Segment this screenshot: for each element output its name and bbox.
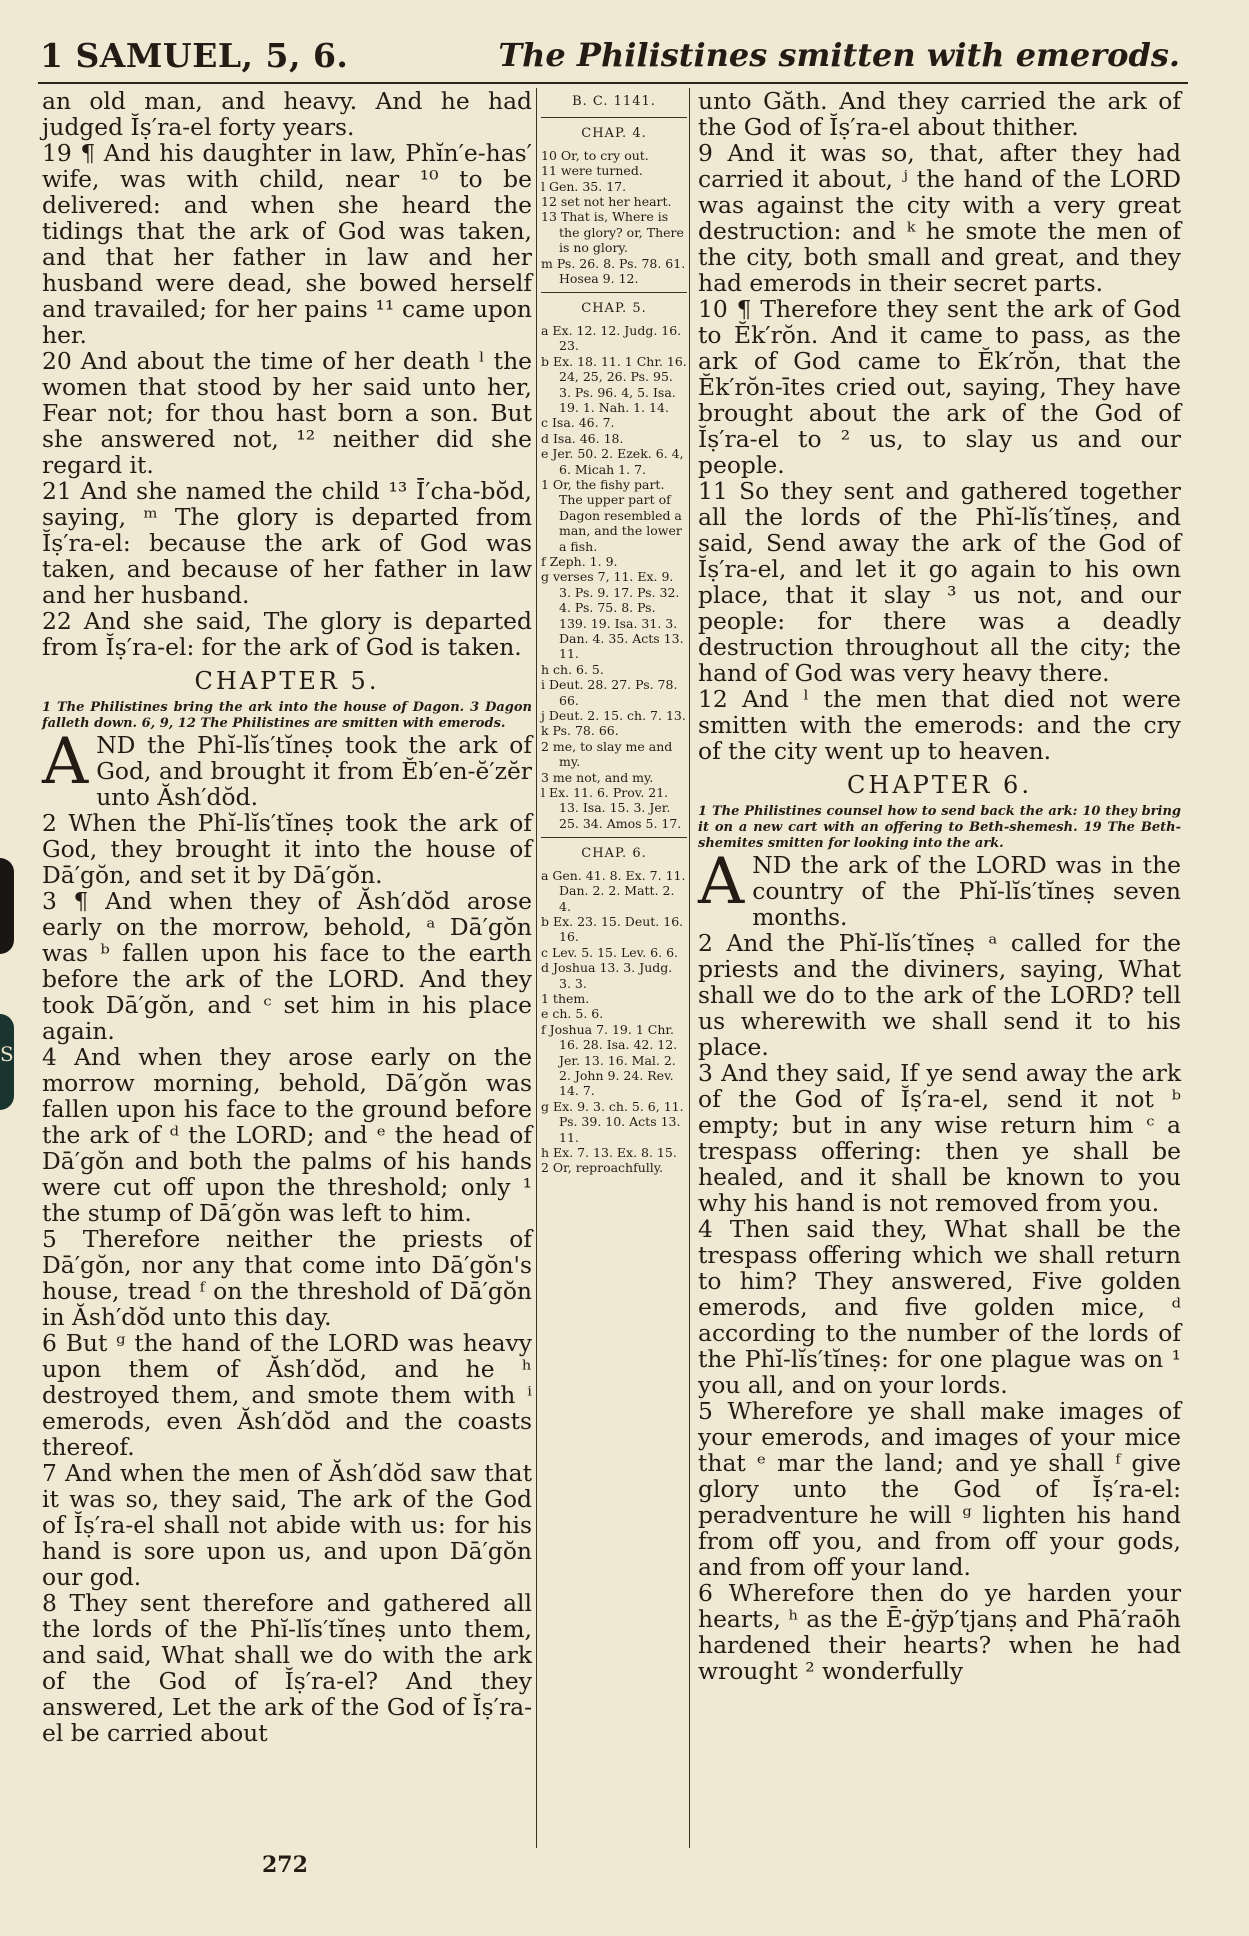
margin-note: f Joshua 7. 19. 1 Chr. 16. 28. Isa. 42. 12. Jer. 13. 16. Mal. 2. 2. John 9. 24. Rev. 14. 7. <box>541 1021 678 1099</box>
verse <box>698 845 1181 931</box>
thumb-tab-letter: S <box>0 1042 14 1066</box>
margin-note: 1 Or, the fishy part. The upper part of Dagon resembled a man, and the lower a fish. <box>541 476 682 554</box>
verse: 22 And she said, The glory is departed from Ĭṣ′ra-el: for the ark of God is taken. <box>42 607 532 661</box>
margin-note: m Ps. 26. 8. Ps. 78. 61. Hosea 9. 12. <box>541 255 686 287</box>
margin-note: i Deut. 28. 27. Ps. 78. 66. <box>541 677 678 708</box>
chapter-6-heading: CHAPTER 6. <box>847 771 1032 799</box>
verse: 2 And the Phĭ-lĭs′tĭneṣ ᵃ called for the priests and the diviners, saying, What shall we do to the ark of the LORD? tell us wherewith we shall send it to his place. <box>698 929 1181 1061</box>
margin-date: B. C. 1141. <box>572 94 656 109</box>
column-divider-left <box>536 88 537 1848</box>
verse: 4 Then said they, What shall be the trespass offering which we shall return to him? They answered, Five golden emerods, and five golden mice, ᵈ according to the number of the lords of the Phĭ-lĭs′tĭneṣ: for one plague was on ¹ you all, and on your lords. <box>698 1215 1181 1399</box>
margin-note: d Joshua 13. 3. Judg. 3. 3. <box>541 960 673 991</box>
margin-chapter-4-label: CHAP. 4. <box>581 126 647 142</box>
cross-reference-column <box>541 92 687 1176</box>
margin-chapter-5-label: CHAP. 5. <box>581 301 647 317</box>
margin-note: 11 were turned. <box>541 163 643 179</box>
verse: 10 ¶ Therefore they sent the ark of God to Ĕk′rŏn. And it came to pass, as the ark of God came to Ĕk′rŏn, that the Ĕk′rŏn-ītes cried out, saying, They have brought about the ark of the God of Ĭṣ′ra-el to ² us, to slay us and our people. <box>698 295 1181 479</box>
verse: 5 Wherefore ye shall make images of your emerods, and images of your mice that ᵉ mar the land; and ye shall ᶠ give glory unto the God of Ĭṣ′ra-el: peradventure he will ᵍ lighten his hand from off you, and from off your gods, and from off your land. <box>698 1397 1181 1581</box>
margin-note: d Isa. 46. 18. <box>541 430 624 446</box>
verse: 19 ¶ And his daughter in law, Phĭn′e-has′ wife, was with child, near ¹⁰ to be delivered: and when she heard the tidings that the ark of God was taken, and that her father in law and her husband were dead, she bowed herself and travailed; for her pains ¹¹ came upon her. <box>42 139 532 349</box>
chapter-5-summary: 1 The Philistines bring the ark into the house of Dagon. 3 Dagon falleth down. 6, 9, 12 The Philistines are smitten with emerods. <box>42 700 532 731</box>
margin-note: 2 Or, reproachfully. <box>541 1160 664 1176</box>
margin-note: h Ex. 7. 13. Ex. 8. 15. <box>541 1145 677 1160</box>
margin-note: 3 me not, and my. <box>541 769 654 785</box>
verse <box>42 725 532 811</box>
verse: 6 Wherefore then do ye harden your hearts, ʰ as the Ē-ġўp′tjanṣ and Phā′raōh hardened their hearts? when he had wrought ² wonderfully <box>698 1579 1181 1685</box>
header-rule <box>38 82 1188 84</box>
verse: 3 And they said, If ye send away the ark of the God of Ĭṣ′ra-el, send it not ᵇ empty; but in any wise return him ᶜ a trespass offering: then ye shall be healed, and it shall be known to you why his hand is not removed from you. <box>698 1059 1181 1217</box>
verse: 8 They sent therefore and gathered all the lords of the Phĭ-lĭs′tĭneṣ unto them, and said, What shall we do with the ark of the God of Ĭṣ′ra-el? And they answered, Let the ark of the God of Ĭṣ′ra-el be carried about <box>42 1589 532 1747</box>
margin-note: a Ex. 12. 12. Judg. 16. 23. <box>541 322 682 354</box>
margin-note: c Isa. 46. 7. <box>541 415 615 431</box>
margin-note: 12 set not her heart. <box>541 194 672 210</box>
margin-note: f Zeph. 1. 9. <box>541 553 618 569</box>
drop-cap: A <box>42 725 89 799</box>
verse: unto Găth. And they carried the ark of the God of Ĭṣ′ra-el about thither. <box>698 87 1181 141</box>
verse: 7 And when the men of Ăsh′dŏd saw that it was so, they said, The ark of the God of Ĭṣ′ra-el shall not abide with us: for his hand is sore upon us, and upon Dā′gŏn our god. <box>42 1459 532 1591</box>
margin-note: g Ex. 9. 3. ch. 5. 6, 11. Ps. 39. 10. Acts 13. 11. <box>541 1098 684 1145</box>
verse: 21 And she named the child ¹³ Ī′cha-bŏd, saying, ᵐ The glory is departed from Ĭṣ′ra-el: because the ark of God was taken, and because of her father in law and her husband. <box>42 477 532 609</box>
margin-note: 1 them. <box>541 990 590 1006</box>
margin-note: 2 me, to slay me and my. <box>541 738 673 770</box>
margin-rule <box>541 837 687 838</box>
verse: 6 But ᵍ the hand of the LORD was heavy upon them of Ăsh′dŏd, and he ʰ destroyed them, and smote them with ⁱ emerods, even Ăsh′dŏd and the coasts thereof. <box>42 1329 532 1461</box>
thumb-index-tab-samuel <box>0 1014 14 1110</box>
verse: 20 And about the time of her death ˡ the women that stood by her said unto her, Fear not; for thou hast born a son. But she answered not, ¹² neither did she regard it. <box>42 347 532 479</box>
margin-note: g verses 7, 11. Ex. 9. 3. Ps. 9. 17. Ps. 32. 4. Ps. 75. 8. Ps. 139. 19. Isa. 31. 3. Dan. 4. 35. Acts 13. 11. <box>541 569 684 662</box>
margin-note: 10 Or, to cry out. <box>541 147 649 163</box>
verse: 9 And it was so, that, after they had carried it about, ʲ the hand of the LORD was against the city with a very great destruction: and ᵏ he smote the men of the city, both small and great, and they had emerods in their secret parts. <box>698 139 1181 297</box>
page-topic-heading: The Philistines smitten with emerods. <box>498 36 1180 74</box>
margin-note: l Gen. 35. 17. <box>541 178 627 194</box>
margin-note: b Ex. 18. 11. 1 Chr. 16. 24, 25, 26. Ps. 95. 3. Ps. 96. 4, 5. Isa. 19. 1. Nah. 1. 14. <box>541 353 687 415</box>
left-text-column <box>42 88 532 1746</box>
verse: 3 ¶ And when they of Ăsh′dŏd arose early on the morrow, behold, ᵃ Dā′gŏn was ᵇ fallen upon his face to the earth before the ark of the LORD. And they took Dā′gŏn, and ᶜ set him in his place again. <box>42 887 532 1045</box>
verse: 12 And ˡ the men that died not were smitten with the emerods: and the cry of the city went up to heaven. <box>698 685 1181 765</box>
margin-note: k Ps. 78. 66. <box>541 723 619 739</box>
verse-text: ND the Phĭ-lĭs′tĭneṣ took the ark of God, and brought it from Ĕb′en-ĕ′zĕr unto Ăsh′dŏd. <box>96 731 532 811</box>
margin-note: b Ex. 23. 15. Deut. 16. 16. <box>541 913 684 945</box>
chapter-5-heading: CHAPTER 5. <box>194 667 380 695</box>
margin-rule <box>541 117 687 118</box>
running-header <box>40 36 1180 82</box>
margin-note: h ch. 6. 5. <box>541 661 604 677</box>
margin-rule <box>541 292 687 293</box>
margin-chapter-6-label: CHAP. 6. <box>581 846 647 862</box>
margin-note: 13 That is, Where is the glory? or, There is no glory. <box>541 209 684 256</box>
verse: 4 And when they arose early on the morrow morning, behold, Dā′gŏn was fallen upon his face to the ground before the ark of ᵈ the LORD; and ᵉ the head of Dā′gŏn and both the palms of his hands were cut off upon the threshold; only ¹ the stump of Dā′gŏn was left to him. <box>42 1043 532 1227</box>
book-chapter-heading: 1 SAMUEL, 5, 6. <box>40 36 349 75</box>
right-text-column <box>698 88 1181 1684</box>
margin-note: e Jer. 50. 2. Ezek. 6. 4, 6. Micah 1. 7. <box>541 446 684 477</box>
verse: an old man, and heavy. And he had judged Ĭṣ′ra-el forty years. <box>42 87 532 141</box>
chapter-6-summary: 1 The Philistines counsel how to send back the ark: 10 they bring it on a new cart with an offering to Beth-shemesh. 19 The Beth-shemites smitten for looking into the ark. <box>698 804 1181 851</box>
margin-note: j Deut. 2. 15. ch. 7. 13. <box>541 708 686 724</box>
margin-note: a Gen. 41. 8. Ex. 7. 11. Dan. 2. 2. Matt. 2. 4. <box>541 867 686 914</box>
verse: 5 Therefore neither the priests of Dā′gŏn, nor any that come into Dā′gŏn's house, tread ᶠ on the threshold of Dā′gŏn in Ăsh′dŏd unto this day. <box>42 1225 532 1331</box>
margin-note: l Ex. 11. 6. Prov. 21. 13. Isa. 15. 3. Jer. 25. 34. Amos 5. 17. <box>541 785 682 831</box>
margin-note: c Lev. 5. 15. Lev. 6. 6. <box>541 944 678 960</box>
drop-cap: A <box>698 845 745 919</box>
verse-text: ND the ark of the LORD was in the country of the Phĭ-lĭs′tĭneṣ seven months. <box>752 851 1181 931</box>
page-number: 272 <box>262 1852 308 1878</box>
column-divider-right <box>689 88 690 1848</box>
verse: 2 When the Phĭ-lĭs′tĭneṣ took the ark of God, they brought it into the house of Dā′gŏn, and set it by Dā′gŏn. <box>42 809 532 889</box>
margin-note: e ch. 5. 6. <box>541 1006 604 1022</box>
thumb-index-tab <box>0 858 14 954</box>
verse: 11 So they sent and gathered together all the lords of the Phĭ-lĭs′tĭneṣ, and said, Send away the ark of the God of Ĭṣ′ra-el, and let it go again to his own place, that it slay ³ us not, and our people: for there was a deadly destruction throughout all the city; the hand of God was very heavy there. <box>698 477 1181 687</box>
